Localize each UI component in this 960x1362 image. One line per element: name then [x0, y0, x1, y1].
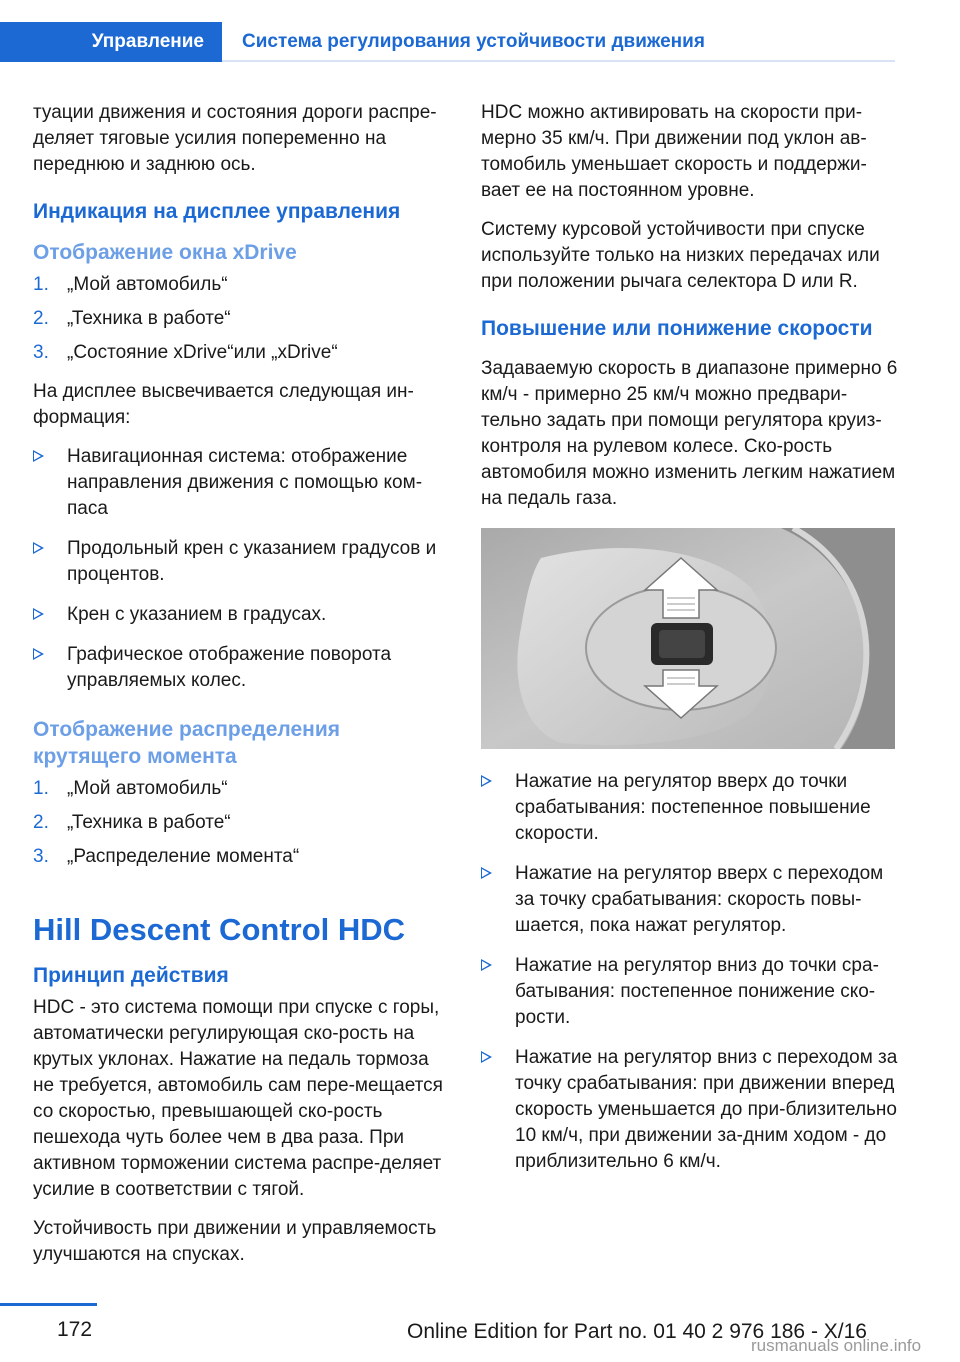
- xdrive-steps: [33, 272, 453, 366]
- hdc-title: Hill Descent Control HDC: [33, 912, 406, 947]
- torque-steps: [33, 776, 453, 870]
- principle-paragraph: HDC - это система помощи при спуске с горы, автоматически регулирующая ско-рость на крутых уклонах. Нажатие на педаль тормоза не требуется, автомобиль сам пере-мещается со скоростью, превышающей ско-рость пешехода чуть более чем в два раза. При активном торможении система распре-деляет усилие в соответствии с тягой.: [33, 997, 443, 1200]
- header-rule: [222, 60, 895, 62]
- watermark: rusmanuals online.info: [751, 1336, 922, 1355]
- intro-paragraph: туации движения и состояния дороги распре-деляет тяговые усилия попеременно на переднюю и заднюю ось.: [33, 102, 437, 175]
- gear-paragraph: Систему курсовой устойчивости при спуске используйте только на низких передачах или при положении рычага селектора D или R.: [481, 219, 880, 292]
- speed-paragraph: Задаваемую скорость в диапазоне примерно 6 км/ч - примерно 25 км/ч можно предвари-тельно задать при помощи регулятора круиз-контроля на рулевом колесе. Ско-рость автомобиля можно изменить легким нажатием на педаль газа.: [481, 358, 898, 509]
- page-header: [0, 22, 895, 62]
- triangle-bullet-icon: [33, 450, 44, 462]
- list-item: 2. „Техника в работе“: [33, 812, 231, 833]
- list-item: 1. „Мой автомобиль“: [33, 274, 228, 295]
- section-title[interactable]: Система регулирования устойчивости движения: [242, 31, 705, 52]
- stability-paragraph: Устойчивость при движении и управляемость улучшаются на спусках.: [33, 1218, 437, 1265]
- list-item: Крен с указанием в градусах.: [33, 602, 453, 628]
- list-item: Нажатие на регулятор вверх до точки срабатывания: постепенное повышение скорости.: [481, 769, 899, 847]
- left-column: [33, 100, 453, 1281]
- right-column: [481, 100, 899, 1189]
- triangle-bullet-icon: [33, 648, 44, 660]
- list-item: Продольный крен с указанием градусов и процентов.: [33, 536, 453, 588]
- triangle-bullet-icon: [33, 608, 44, 620]
- triangle-bullet-icon: [481, 959, 492, 971]
- chapter-tab[interactable]: Управление: [0, 22, 222, 62]
- list-item: Нажатие на регулятор вниз с переходом за точку срабатывания: при движении вперед скорость уменьшается до при-близительно 10 км/ч, при движении за-дним ходом - до приблизительно 6 км/ч.: [481, 1045, 899, 1175]
- list-item: 1. „Мой автомобиль“: [33, 778, 228, 799]
- triangle-bullet-icon: [33, 542, 44, 554]
- info-list: [33, 444, 453, 694]
- triangle-bullet-icon: [481, 775, 492, 787]
- display-info: На дисплее высвечивается следующая ин-формация:: [33, 381, 414, 428]
- list-item: 3. „Распределение момента“: [33, 846, 300, 867]
- list-item: Навигационная система: отображение направления движения с помощью ком-паса: [33, 444, 453, 522]
- speed-heading: Повышение или понижение скорости: [481, 317, 873, 340]
- triangle-bullet-icon: [481, 1051, 492, 1063]
- list-item: 2. „Техника в работе“: [33, 308, 231, 329]
- display-heading: Индикация на дисплее управления: [33, 200, 401, 223]
- triangle-bullet-icon: [481, 867, 492, 879]
- list-item: Нажатие на регулятор вверх с переходом за точку срабатывания: скорость повы-шается, пока нажат регулятор.: [481, 861, 899, 939]
- footer-rule: [0, 1303, 97, 1306]
- list-item: Нажатие на регулятор вниз до точки сра-батывания: постепенное понижение ско-рости.: [481, 953, 899, 1031]
- edition-text: Online Edition for Part no. 01 40 2 976 186 - X/16: [407, 1320, 867, 1343]
- principle-heading: Принцип действия: [33, 964, 229, 987]
- xdrive-heading: Отображение окна xDrive: [33, 241, 297, 264]
- page-number: 172: [57, 1318, 93, 1341]
- speed-list: [481, 769, 899, 1175]
- activation-paragraph: HDC можно активировать на скорости при-мерно 35 км/ч. При движении под уклон ав-томобиль уменьшает скорость и поддержи-вает ее на постоянном уровне.: [481, 102, 867, 201]
- list-item: 3. „Состояние xDrive“или „xDrive“: [33, 342, 338, 363]
- torque-heading: Отображение распределения крутящего момента: [33, 718, 341, 768]
- steering-wheel-figure: [481, 528, 895, 749]
- list-item: Графическое отображение поворота управляемых колес.: [33, 642, 453, 694]
